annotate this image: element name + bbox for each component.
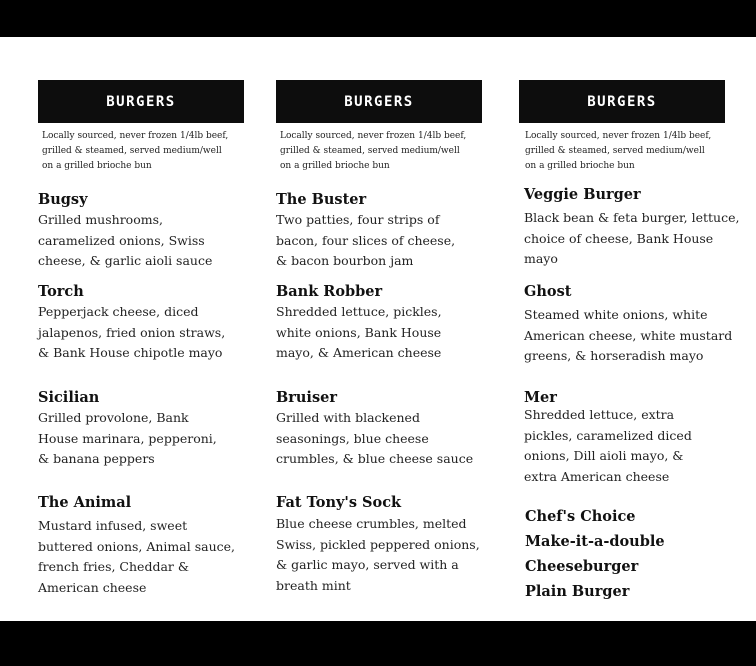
item-description — [38, 210, 258, 272]
menu-page — [0, 37, 756, 621]
desc-line: & banana peppers — [38, 451, 155, 466]
desc-line: seasonings, blue cheese — [276, 430, 429, 446]
desc-line: crumbles, & blue cheese sauce — [276, 451, 474, 466]
menu-item-fat-tonys-sock — [276, 493, 506, 596]
menu-item-torch — [38, 282, 258, 364]
desc-line: Grilled with blackened — [276, 410, 420, 425]
intro-line: grilled & steamed, served medium/well — [280, 146, 460, 156]
item-description — [524, 405, 754, 487]
desc-line: choice of cheese, Bank House — [524, 230, 714, 246]
item-name: Veggie Burger — [524, 186, 641, 203]
desc-line: American cheese — [38, 579, 147, 595]
desc-line: American cheese, white mustard — [524, 327, 733, 343]
desc-line: Grilled provolone, Bank — [38, 410, 189, 425]
intro-line: on a grilled brioche bun — [42, 161, 152, 171]
intro-line: on a grilled brioche bun — [280, 161, 390, 171]
item-name: Ghost — [524, 283, 572, 300]
desc-line: white onions, Bank House — [276, 324, 442, 340]
desc-line: greens, & horseradish mayo — [524, 348, 704, 363]
item-description — [38, 516, 258, 598]
item-name: The Animal — [38, 494, 132, 511]
item-description — [524, 305, 754, 367]
section-header-burgers — [38, 80, 244, 123]
section-header-burgers — [519, 80, 725, 123]
item-name: Bruiser — [276, 389, 337, 406]
intro-line: grilled & steamed, served medium/well — [42, 146, 222, 156]
desc-line: jalapenos, fried onion straws, — [38, 324, 226, 340]
desc-line: onions, Dill aioli mayo, & — [524, 448, 684, 463]
desc-line: buttered onions, Animal sauce, — [38, 538, 235, 554]
item-name: The Buster — [276, 191, 367, 208]
desc-line: cheese, & garlic aioli sauce — [38, 253, 213, 268]
section-header-label: BURGERS — [344, 93, 414, 110]
menu-item-the-animal — [38, 493, 258, 598]
item-name: Bank Robber — [276, 283, 383, 300]
desc-line: french fries, Cheddar & — [38, 559, 189, 574]
item-description — [276, 210, 506, 272]
menu-item-mer — [524, 388, 754, 487]
intro-line: grilled & steamed, served medium/well — [525, 146, 705, 156]
desc-line: bacon, four slices of cheese, — [276, 232, 456, 248]
menu-item-the-buster — [276, 190, 506, 272]
item-name: Mer — [524, 389, 557, 406]
extra-option: Chef's Choice — [525, 508, 636, 525]
desc-line: Two patties, four strips of — [276, 212, 440, 227]
section-header-burgers — [276, 80, 482, 123]
menu-item-bugsy — [38, 190, 258, 272]
menu-item-veggie-burger — [524, 185, 754, 270]
desc-line: & garlic mayo, served with a — [276, 557, 459, 572]
menu-item-ghost — [524, 282, 754, 367]
item-name: Fat Tony's Sock — [276, 494, 402, 511]
item-description — [276, 408, 506, 470]
item-description — [38, 302, 258, 364]
desc-line: Shredded lettuce, pickles, — [276, 304, 442, 319]
item-description — [276, 514, 506, 596]
desc-line: House marinara, pepperoni, — [38, 430, 217, 446]
desc-line: Pepperjack cheese, diced — [38, 304, 199, 319]
extra-option: Cheeseburger — [525, 558, 639, 575]
section-header-label: BURGERS — [587, 93, 657, 110]
intro-line: Locally sourced, never frozen 1/4lb beef, — [280, 131, 467, 141]
extra-option: Plain Burger — [525, 583, 630, 600]
extra-option: Make-it-a-double — [525, 533, 665, 550]
item-name: Torch — [38, 283, 84, 300]
item-description — [524, 208, 754, 270]
menu-item-bruiser — [276, 388, 506, 470]
intro-line: on a grilled brioche bun — [525, 161, 635, 171]
item-name: Sicilian — [38, 389, 100, 406]
desc-line: Swiss, pickled peppered onions, — [276, 536, 480, 552]
intro-line: Locally sourced, never frozen 1/4lb beef, — [525, 131, 712, 141]
desc-line: Blue cheese crumbles, melted — [276, 516, 467, 531]
desc-line: pickles, caramelized diced — [524, 427, 692, 443]
section-intro — [280, 129, 490, 174]
desc-line: Grilled mushrooms, — [38, 212, 163, 227]
intro-line: Locally sourced, never frozen 1/4lb beef, — [42, 131, 229, 141]
section-intro — [525, 129, 735, 174]
extra-options-list — [525, 504, 665, 604]
section-header-label: BURGERS — [106, 93, 176, 110]
menu-item-sicilian — [38, 388, 258, 470]
desc-line: mayo, & American cheese — [276, 345, 442, 360]
desc-line: Black bean & feta burger, lettuce, — [524, 210, 740, 225]
desc-line: breath mint — [276, 577, 351, 593]
desc-line: Shredded lettuce, extra — [524, 407, 675, 422]
desc-line: & bacon bourbon jam — [276, 253, 414, 268]
section-intro — [42, 129, 252, 174]
item-name: Bugsy — [38, 191, 88, 208]
item-description — [276, 302, 506, 364]
menu-item-bank-robber — [276, 282, 506, 364]
desc-line: mayo — [524, 251, 558, 266]
desc-line: extra American cheese — [524, 468, 670, 484]
desc-line: & Bank House chipotle mayo — [38, 345, 223, 360]
desc-line: Mustard infused, sweet — [38, 518, 188, 533]
desc-line: caramelized onions, Swiss — [38, 232, 205, 248]
item-description — [38, 408, 258, 470]
desc-line: Steamed white onions, white — [524, 307, 708, 322]
